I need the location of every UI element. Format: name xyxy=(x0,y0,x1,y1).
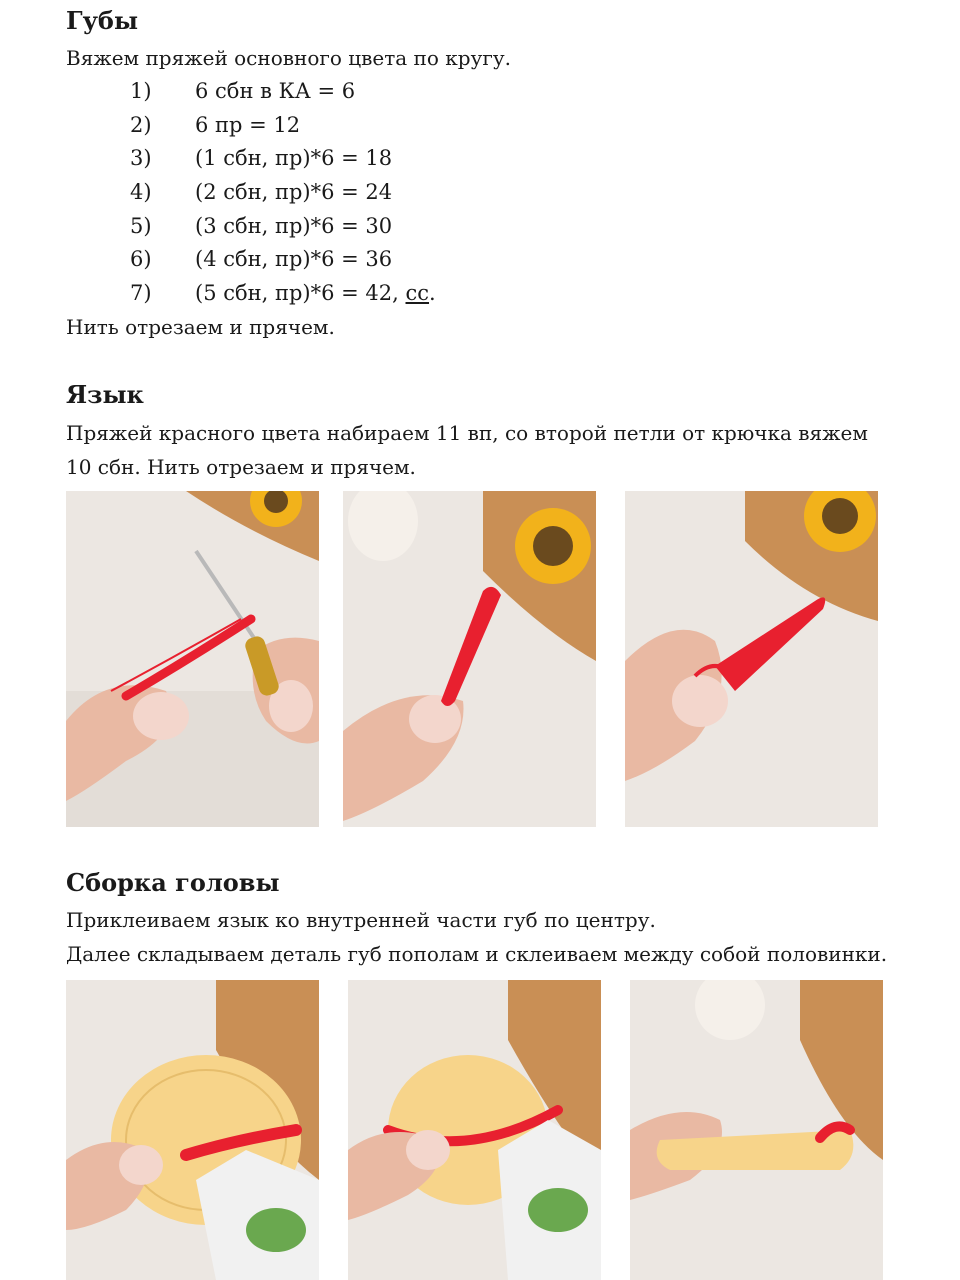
section-title-head-assembly: Сборка головы xyxy=(66,868,280,897)
lips-intro: Вяжем пряжей основного цвета по кругу. xyxy=(66,46,511,70)
tongue-text-line-2: 10 сбн. Нить отрезаем и прячем. xyxy=(66,455,416,479)
step-text: (2 сбн, пр)*6 = 24 xyxy=(195,180,393,204)
photo-glued-halves xyxy=(630,980,883,1280)
step-text: (4 сбн, пр)*6 = 36 xyxy=(195,247,393,271)
photo-glue-tongue xyxy=(66,980,319,1280)
photo-fold-lips xyxy=(348,980,601,1280)
step-number: 2) xyxy=(130,113,152,137)
step-text: (1 сбн, пр)*6 = 18 xyxy=(195,146,393,170)
photo-chain-with-hook xyxy=(66,491,319,827)
lips-outro: Нить отрезаем и прячем. xyxy=(66,315,335,339)
abbr-ss: сс xyxy=(405,281,430,305)
tongue-text-line-1: Пряжей красного цвета набираем 11 вп, со второй петли от крючка вяжем xyxy=(66,421,868,445)
step-number: 4) xyxy=(130,180,152,204)
step-text: (3 сбн, пр)*6 = 30 xyxy=(195,214,393,238)
step-number: 1) xyxy=(130,79,152,103)
photo-tongue-finished xyxy=(625,491,878,827)
step-text-7: (5 сбн, пр)*6 = 42, сс. xyxy=(195,281,436,305)
head-text-line-1: Приклеиваем язык ко внутренней части губ по центру. xyxy=(66,908,656,932)
photo-tongue-strip xyxy=(343,491,596,827)
step-number: 3) xyxy=(130,146,152,170)
section-title-tongue: Язык xyxy=(66,380,144,409)
section-title-lips: Губы xyxy=(66,6,138,35)
step-number: 6) xyxy=(130,247,152,271)
step-number: 7) xyxy=(130,281,152,305)
step-text: 6 пр = 12 xyxy=(195,113,301,137)
step-number: 5) xyxy=(130,214,152,238)
step-text: 6 сбн в КА = 6 xyxy=(195,79,356,103)
head-text-line-2: Далее складываем деталь губ пополам и склеиваем между собой половинки. xyxy=(66,942,888,966)
